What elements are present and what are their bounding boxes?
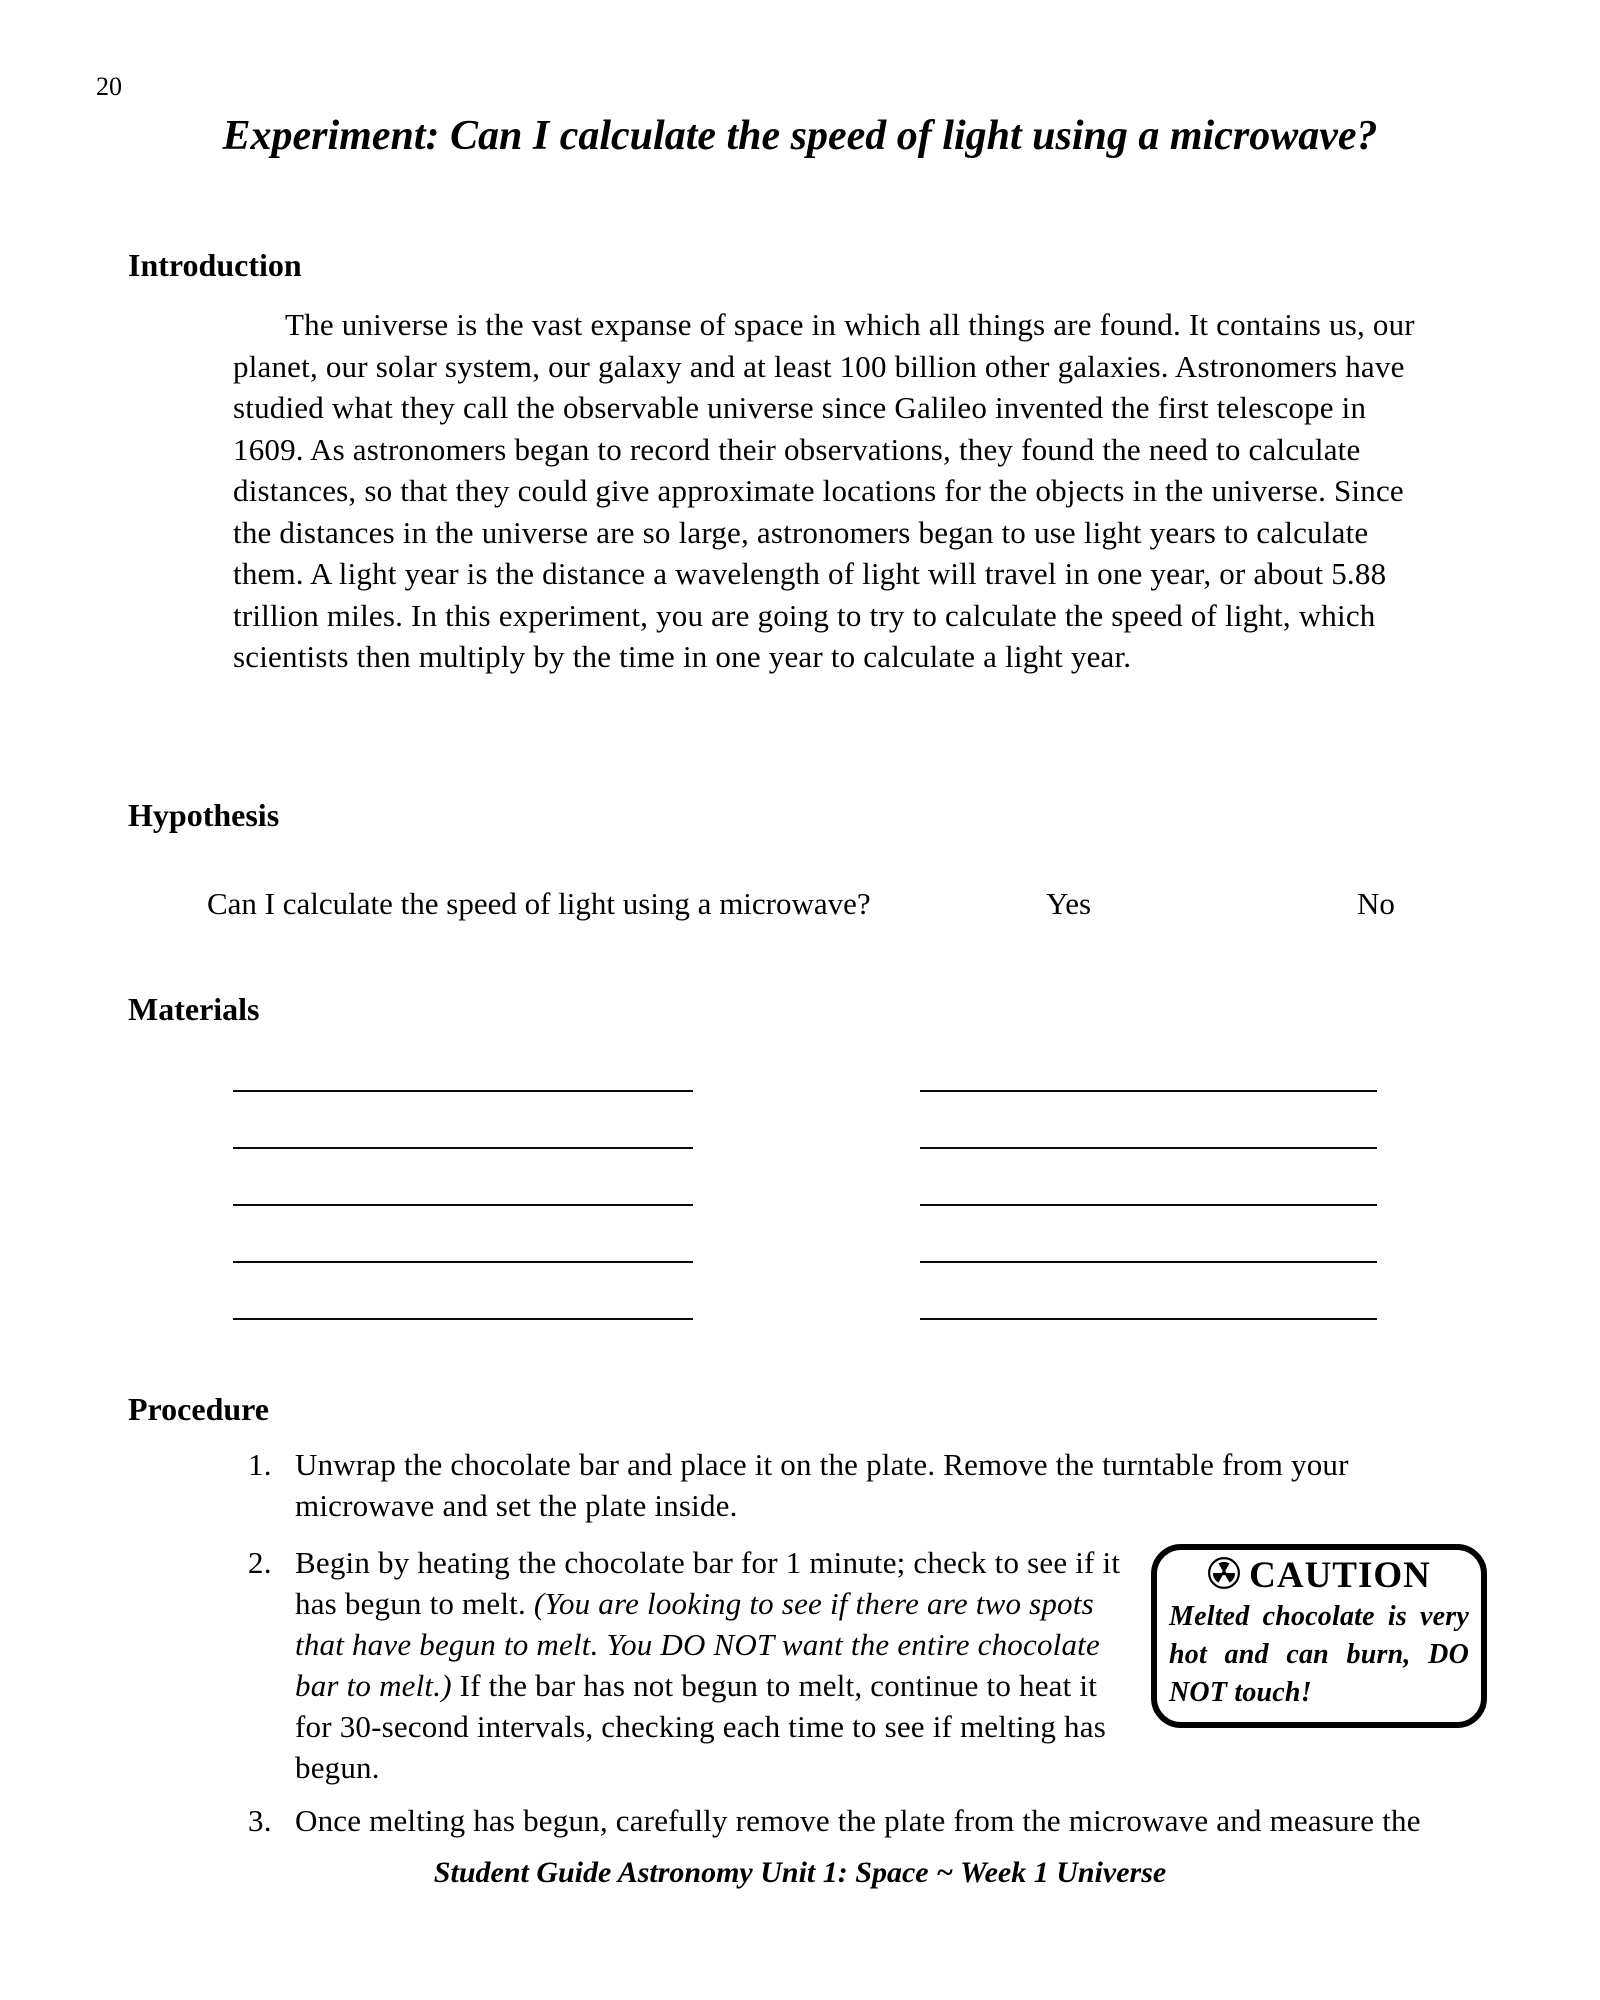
- materials-column-right: [920, 1035, 1377, 1320]
- introduction-heading: Introduction: [128, 247, 302, 283]
- step-number: 2.: [248, 1545, 272, 1580]
- procedure-steps: [248, 1444, 1469, 1857]
- materials-heading: Materials: [128, 991, 260, 1027]
- procedure-step-1: [248, 1444, 1435, 1526]
- caution-box: [1151, 1544, 1487, 1728]
- footer-text: Student Guide Astronomy Unit 1: Space ~ Week 1 Universe: [433, 1856, 1167, 1889]
- page-title: Experiment: Can I calculate the speed of light using a microwave?: [222, 113, 1378, 159]
- step-text: Unwrap the chocolate bar and place it on the plate. Remove the turntable from your microwave and set the plate inside.: [295, 1447, 1349, 1523]
- step-number: 1.: [248, 1447, 272, 1482]
- materials-blank-line: [920, 1263, 1377, 1320]
- materials-blank-line: [233, 1092, 693, 1149]
- materials-blank-line: [920, 1035, 1377, 1092]
- introduction-paragraph: The universe is the vast expanse of space in which all things are found. It contains us, our planet, our solar system, our galaxy and at least 100 billion other galaxies. Astronomers have studied what they call the observable universe since Galileo invented the first telescope in 1609. As astronomers began to record their observations, they found the need to calculate distances, so that they could give approximate locations for the objects in the universe. Since the distances in the universe are so large, astronomers began to use light years to calculate them. A light year is the distance a wavelength of light will travel in one year, or about 5.88 trillion miles. In this experiment, you are going to try to calculate the speed of light, which scientists then multiply by the time in one year to calculate a light year.: [233, 307, 1415, 674]
- step-text: Once melting has begun, carefully remove the plate from the microwave and measure the: [295, 1803, 1421, 1838]
- materials-blank-line: [233, 1149, 693, 1206]
- hypothesis-question: Can I calculate the speed of light using a microwave?: [207, 886, 871, 921]
- caution-text: Melted chocolate is very hot and can burn, DO NOT touch!: [1169, 1601, 1469, 1708]
- step-text-start: Begin by heating the chocolate bar for 1 minute; check to see if it has begun to melt.: [295, 1545, 1121, 1621]
- materials-blank-line: [920, 1092, 1377, 1149]
- hypothesis-heading: Hypothesis: [128, 797, 280, 833]
- caution-header: [1169, 1554, 1469, 1598]
- hypothesis-option-yes: Yes: [1046, 886, 1092, 921]
- materials-column-left: [233, 1035, 693, 1320]
- radiation-trefoil-icon: [1207, 1556, 1241, 1590]
- step-number: 3.: [248, 1803, 272, 1838]
- procedure-heading: Procedure: [128, 1391, 269, 1427]
- caution-title: CAUTION: [1249, 1555, 1431, 1596]
- procedure-step-2: [248, 1542, 1469, 1788]
- step-text-italic: (You are looking to see if there are two spots that have begun to melt. You DO NOT want the entire chocolate bar to melt.): [295, 1586, 1100, 1703]
- materials-blank-line: [920, 1206, 1377, 1263]
- page-number: 20: [96, 72, 122, 101]
- step-text-end: If the bar has not begun to melt, continue to heat it for 30-second intervals, checking each time to see if melting has begun.: [295, 1668, 1106, 1785]
- hypothesis-row: [0, 886, 1600, 930]
- materials-blank-line: [233, 1206, 693, 1263]
- materials-blank-line: [233, 1035, 693, 1092]
- materials-blank-line: [233, 1263, 693, 1320]
- procedure-step-3: [248, 1800, 1435, 1841]
- hypothesis-option-no: No: [1357, 886, 1395, 921]
- materials-blank-line: [920, 1149, 1377, 1206]
